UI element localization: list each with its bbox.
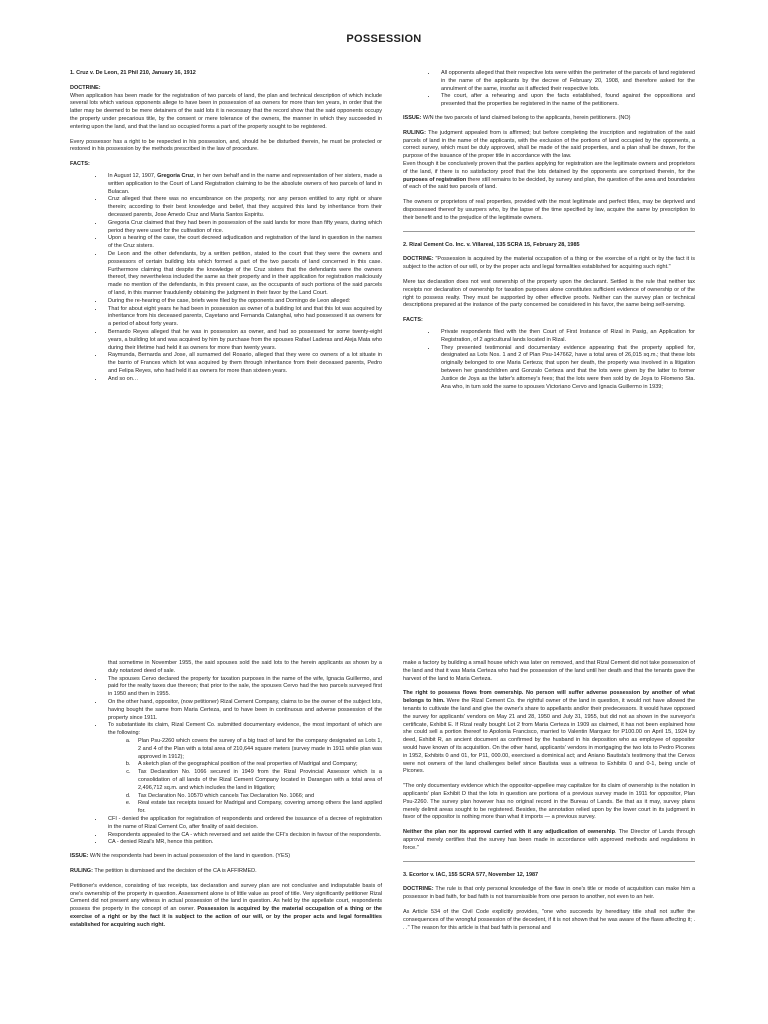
paragraph: make a factory by building a small house which was later on removed, and that Rizal Cement did not take possession of the land and that it was Maria Certeza who had the possession of the land until her death and that the tenants gave the harvest of the land to Maria Certeza. bbox=[403, 660, 695, 682]
divider bbox=[403, 861, 695, 862]
doctrine-text: When application has been made for the registration of two parcels of land, the plan and technical description of which include several lots which various opponents allege to have been in possession of as owners for more than ten years, in order that the latter may be deemed to be mere detainers of the said lots it is necessary that the record show that the said opponents occupy the property under precarious title, by the consent or mere tolerance of the owners, the manner in which they succeeded in entering upon the land, and that the land so occupied forms a part of the property sought to be registered. bbox=[70, 92, 382, 130]
section-label: FACTS: bbox=[403, 317, 423, 324]
paragraph: Every possessor has a right to be respected in his possession, and, should he be disturbed therein, he must be protected or restored in his possession by the methods prescribed in the law of procedure. bbox=[70, 138, 382, 153]
list-item: • They presented testimonial and documentary evidence appearing that the property applied for, designated as Lots Nos. 1 and 2 of Plan Psu-147662, have a total area of 26,015 sq.m.; that these lots originally belonged to one Maria Certeza; that upon her death, the property was involved in a litigation between her grandchildren and Gonzalo Certeza and that the lots were given by the latter to former Justice de Joya as the latter's attorney's fees; that the lots were then sold by de Joya to Filomeno Sta. Ana who, in turn sold the same to spouses Victoriano Cervo and Ignacia Guillermo in 1939; bbox=[437, 345, 695, 392]
facts-list bbox=[70, 173, 382, 384]
case-heading: 1. Cruz v. De Leon, 21 Phil 210, January 16, 1912 bbox=[70, 70, 196, 76]
facts-list bbox=[70, 676, 382, 738]
list-item: • The spouses Cervo declared the property for taxation purposes in the name of the wife, Ignacia Guillermo, and paid for the realty taxes due thereon; that prior to the sale, the spouses Cervo had the two parcels surveyed first in 1950 and then in 1955. bbox=[104, 676, 382, 699]
list-item: • Cruz alleged that there was no encumbrance on the property, nor any person entitled to any right or share therein; according to their best knowledge and belief, that they acquired this land by inheritance from their deceased parents, Jose Amedo Cruz and Maria Santos Espiritu. bbox=[104, 196, 382, 219]
list-item: • On the other hand, oppositor, (now petitioner) Rizal Cement Company, claims to be the owner of the subject lots, having bought the same from Maria Certeza, and to have been in continuous and adverse possession of the property since 1911. bbox=[104, 699, 382, 722]
section-label: DOCTRINE: bbox=[70, 84, 101, 91]
list-item: • Respondents appealed to the CA - which reversed and set aside the CFI's decision in favour of the respondents. bbox=[104, 832, 382, 840]
page1-left-column bbox=[70, 70, 382, 389]
doctrine-paragraph: DOCTRINE: "Possession is acquired by the material occupation of a thing or the exercise of a right or by the fact it is subject to the action of our will, or by the proper acts and legal formalities established for acquiring such right." bbox=[403, 256, 695, 271]
divider bbox=[403, 231, 695, 232]
list-item: c. Tax Declaration No. 1066 secured in 1949 from the Rizal Provincial Assessor which is a consolidation of all lands of the Rizal Cement Company located in Darangan with a total area of 2,496,712 sq.m. and which includes the land in litigation; bbox=[132, 769, 382, 792]
ruling-paragraph: RULING: The judgment appealed from is affirmed; but before completing the inscription and registration of the said parcels of land in the name of the applicants, with the exclusion of the portions of land occupied by the opponents, a correct survey, which must be duly approved, shall be made of the said properties, and a plan shall be drawn, for the purpose of the issuance of the proper title in accordance with the law. bbox=[403, 129, 695, 160]
page-title: POSSESSION bbox=[346, 33, 422, 45]
list-item: • Private respondents filed with the then Court of First Instance of Rizal in Pasig, an Application for Registration, of 2 agricultural lands located in Rizal. bbox=[437, 329, 695, 345]
paragraph: The owners or proprietors of real properties, provided with the most legitimate and perfect titles, may be deprived and dispossessed thereof by usurpers who, by the lapse of the time specified by law, acquire the same by prescription to their benefit and to the prejudice of the legitimate owners. bbox=[403, 199, 695, 221]
list-item: • The court, after a rehearing and upon the facts established, found against the oppositions and presented that the properties be registered in the name of the petitioners. bbox=[437, 93, 695, 109]
evidence-list bbox=[70, 738, 382, 816]
opponents-list bbox=[403, 70, 695, 109]
list-item: b. A sketch plan of the geographical position of the real properties of Madrigal and Company; bbox=[132, 761, 382, 769]
ruling-paragraph-2: Even though it be conclusively proven that the parties applying for registration are the legitimate owners and proprietors of the land, if there is no satisfactory proof that the lots detained by the opponents are comprised therein, for the purposes of registration there still remains to be decided, by survey and plan, the question of the area and boundaries of each of the said two parcels of land. bbox=[403, 160, 695, 191]
doctrine-paragraph: DOCTRINE: The rule is that only personal knowledge of the flaw in one's title or mode of acquisition can make him a possessor in bad faith, for bad faith is not transmissible from one person to another, not even to an heir. bbox=[403, 886, 695, 901]
quote-paragraph: "The only documentary evidence which the oppositor-appellee may capitalize for its claim of ownership is the notation in applicants' plan Exhibit D that the lots in question are portions of a previous survey made in 1911 for oppositor, Plan Psu-2260. The survey plan however has no original record in the Bureau of Lands. Be that as it may, survey plans merely delimit areas sought to be registered. Besides, the annotation relied upon by the lower court in its judgment in favor of the oppositor is nothing more than what it imports — a previous survey. bbox=[403, 783, 695, 821]
list-item: • And so on… bbox=[104, 376, 382, 384]
list-item: • To substantiate its claim, Rizal Cement Co. submitted documentary evidence, the most important of which are the following: bbox=[104, 722, 382, 738]
doctrine-section bbox=[70, 85, 382, 132]
paragraph: Neither the plan nor its approval carried with it any adjudication of ownership. The Director of Lands through approval merely certifies that the survey has been made in accordance with approved methods and regulations in force." bbox=[403, 829, 695, 851]
list-item: • During the re-hearing of the case, briefs were filed by the opponents and Domingo de Leon alleged: bbox=[104, 298, 382, 306]
list-item: • Upon a hearing of the case, the court decreed adjudication and registration of the land in question in the names of the Cruz sisters. bbox=[104, 235, 382, 251]
section-label: FACTS: bbox=[70, 161, 90, 168]
case-heading: 2. Rizal Cement Co. Inc. v. Villareal, 135 SCRA 15, February 28, 1985 bbox=[403, 241, 580, 248]
page1-right-column bbox=[403, 70, 695, 397]
list-item: • That for about eight years he had been in possession as owner of a building lot and that this lot was acquired by inheritance from his deceased parents, Cayetano and Fernanda Catanghal, who had possessed it as owners for a period of about forty years. bbox=[104, 306, 382, 329]
paragraph: As Article 534 of the Civil Code explicitly provides, "one who succeeds by hereditary title shall not suffer the consequences of the wrongful possession of the decedent, if it is not shown that he was aware of the flaws affecting it; . . ." The reason for this article is that bad faith is personal and bbox=[403, 908, 695, 931]
list-item: • Raymunda, Bernarda and Jose, all surnamed del Rosario, alleged that they were co owners of a lot situate in the barrio of Frances which lot was acquired by them through inheritance from their deceased parents, Pedro and Felipa Reyes, who had held it as owners for more than sixteen years. bbox=[104, 352, 382, 375]
page2-right-column bbox=[403, 660, 695, 939]
facts-list bbox=[403, 329, 695, 391]
list-item: • All opponents alleged that their respective lots were within the perimeter of the parcels of land registered in the name of the applicants by the decree of February 20, 1908, and therefore asked for the annulment of the same, insofar as it affected their respective lots. bbox=[437, 70, 695, 93]
paragraph: The right to possess flows from ownership. No person will suffer adverse possession by another of what belongs to him. Were the Rizal Cement Co. the rightful owner of the land in question, it would not have allowed the tenants to cultivate the land and give the owner's share to appellants and/or their predecessors. It would have opposed the survey for applicants' vendors on May 21 and 28, 1950 and July 31, 1955, but did not as shown in the surveyor's certificate, Exhibit E. If Rizal really bought Lot 2 from Maria Certeza in 1909 as claimed, it has not been explained how she could sell a portion thereof to Apolonia Francisco, married to Valentin Marquez for P100.00 on April 15, 1924 by deed, Exhibit R, an ancient document as confirmed by the husband in his deposition who as employee of oppositor would have known of its acquisition. On the other hand, applicants' vendors in mortgaging the two lots to Pedro Picones in 1952, Exhibits 0 and 01, for P11, 000.00, exercised a dominical act; and Aniano Bautista's testimony that the Cervos were not owners of the land challenges belief since Bautista was a witness to Exhibits 0 and 0-1, being uncle of Picones. bbox=[403, 690, 696, 775]
list-item: • De Leon and the other defendants, by a written petition, stated to the court that they were the owners and possessors of certain building lots which formed a part of the two parcels of land concerned in this case. Furthermore claiming that despite the knowledge of the Cruz sisters that the defendants were the owners thereof, they nevertheless included the same as their property and in their application for registration maliciously made no mention of the defendants, in this present case, as the occupants of such portions of the said parcels of land, in this manner fraudulently obtaining the judgment in their favor by the Land Court. bbox=[104, 251, 382, 298]
ruling-paragraph: RULING: The petition is dismissed and the decision of the CA is AFFIRMED. bbox=[70, 867, 257, 874]
issue-paragraph: ISSUE: W/N the respondents had been in actual possession of the land in question. (YES) bbox=[70, 853, 291, 860]
list-item: • Bernardo Reyes alleged that he was in possession as owner, and had so possessed for some twenty-eight years, a building lot and was acquired by him by purchase from the spouses Rafael Laderas and Aleja Mata who during their lifetime had held it as owners for more than twenty years. bbox=[104, 329, 382, 352]
page2-left-column bbox=[70, 660, 382, 937]
procedural-list bbox=[70, 816, 382, 847]
paragraph: Mere tax declaration does not vest ownership of the property upon the declarant. Settled is the rule that neither tax receipts nor declaration of ownership for taxation purposes alone constitutes sufficient evidence of ownership or of the right to possess realty. They must be supported by other effective proofs. Neither can the survey plan or technical descriptions prepared at the instance of the party concerned be considered in his favor, the same being self-serving. bbox=[403, 278, 695, 309]
continued-text: that sometime in November 1955, the said spouses sold the said lots to the herein applicants as shown by a duly notarized deed of sale. bbox=[108, 660, 382, 674]
list-item: • CFI - denied the application for registration of respondents and ordered the issuance of a decree of registration in the name of Rizal Cement Co, after finality of said decision. bbox=[104, 816, 382, 832]
list-item: • Gregoria Cruz claimed that they had been in possession of the said lands for more than fifty years, during which period they were used for the cultivation of rice. bbox=[104, 220, 382, 236]
list-item: e. Real estate tax receipts issued for Madrigal and Company, covering among others the land applied for. bbox=[132, 800, 382, 816]
case-heading: 3. Ecortor v. IAC, 155 SCRA 577, November 12, 1987 bbox=[403, 871, 539, 878]
paragraph: Petitioner's evidence, consisting of tax receipts, tax declaration and survey plan are not conclusive and indisputable basis of one's ownership of the property in question. Assessment alone is of little value as proof of title. Very significantly petitioner Rizal Cement did not present any witness in actual possession of the land in question. As held by the appellate court, respondents possess the property in the concept of an owner. Possession is acquired by the material occupation of a thing or the exercise of a right or by the fact it is subject to the action of our will, or by the proper acts and legal formalities established for acquiring such right. bbox=[70, 882, 382, 928]
list-item: a. Plan Psu-2260 which covers the survey of a big tract of land for the company designated as Lots 1, 2 and 4 of the Plan with a total area of 210,644 square meters (survey made in 1911 while plan was approved in 1912); bbox=[132, 738, 382, 761]
list-item: • CA - denied Rizal's MR, hence this petition. bbox=[104, 839, 382, 847]
issue-paragraph: ISSUE: W/N the two parcels of land claimed belong to the applicants, herein petitioners. (NO) bbox=[403, 114, 631, 121]
list-item: • In August 12, 1907, Gregoria Cruz, in her own behalf and in the name and representation of her sisters, made a written application to the Court of Land Registration claiming to be the absolute owners of two parcels of land in Bulacan. bbox=[104, 173, 382, 196]
list-item: d. Tax Declaration No. 10570 which cancels Tax Declaration No. 1066; and bbox=[132, 793, 382, 801]
